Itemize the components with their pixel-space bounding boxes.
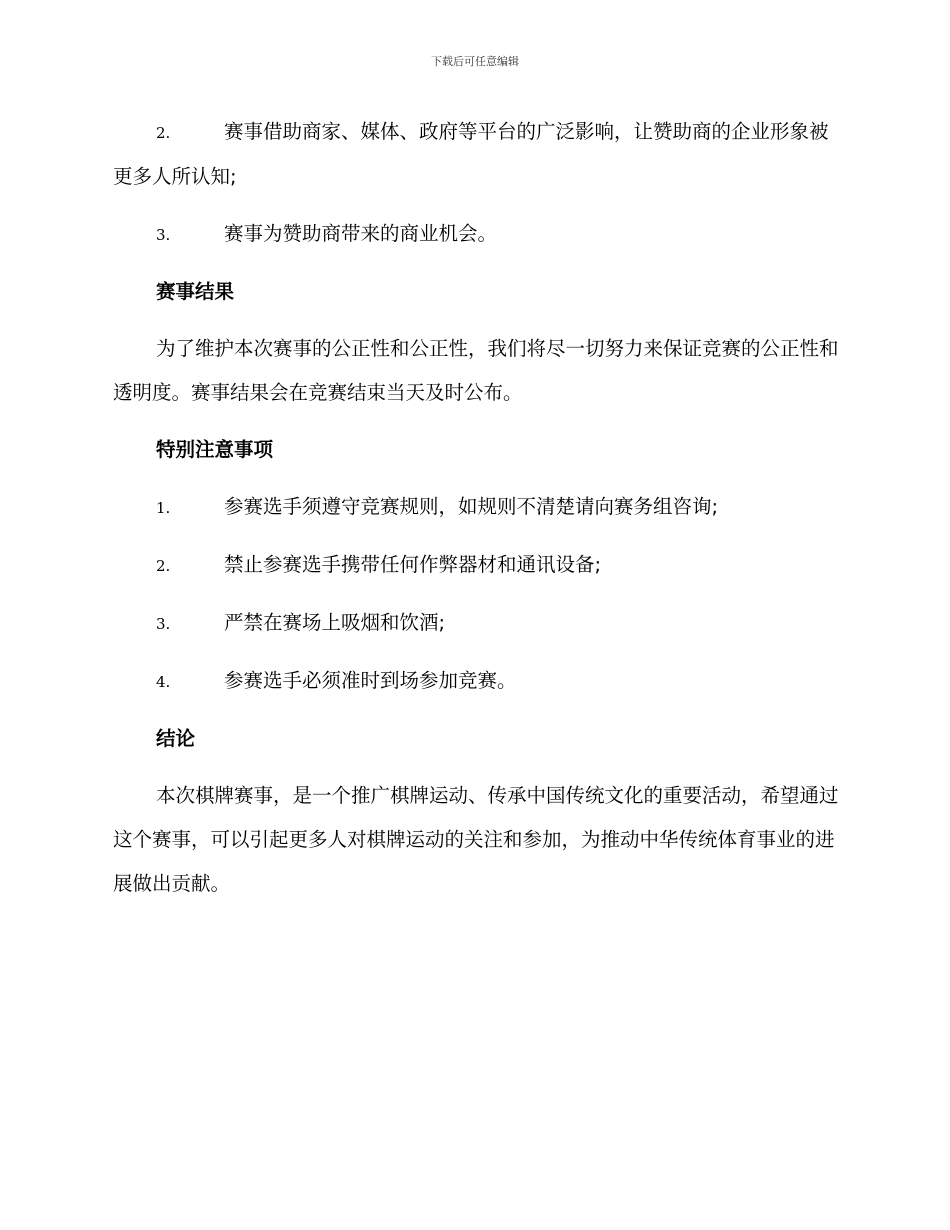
list-number: 4.	[156, 673, 171, 691]
section-heading-conclusion: 结论	[156, 727, 196, 750]
section-heading-results: 赛事结果	[156, 280, 235, 303]
results-paragraph: 为了维护本次赛事的公正性和公正性，我们将尽一切努力来保证竞赛的公正性和透明度。赛事结果会在竞赛结束当天及时公布。	[113, 337, 839, 404]
list-item	[113, 601, 843, 646]
list-item	[113, 212, 843, 257]
list-text: 禁止参赛选手携带任何作弊器材和通讯设备;	[224, 553, 602, 576]
list-text: 参赛选手须遵守竞赛规则，如规则不清楚请向赛务组咨询;	[224, 495, 719, 518]
list-text: 赛事借助商家、媒体、政府等平台的广泛影响，让赞助商的企业形象被更多人所认知;	[113, 120, 829, 188]
list-text: 赛事为赞助商带来的商业机会。	[224, 222, 498, 245]
list-text: 严禁在赛场上吸烟和饮酒;	[224, 611, 446, 634]
list-number: 3.	[156, 615, 171, 633]
list-text: 参赛选手必须准时到场参加竞赛。	[224, 669, 517, 692]
conclusion-paragraph: 本次棋牌赛事，是一个推广棋牌运动、传承中国传统文化的重要活动，希望通过这个赛事，可以引起更多人对棋牌运动的关注和参加，为推动中华传统体育事业的进展做出贡献。	[113, 784, 839, 895]
list-item	[113, 659, 843, 704]
list-item	[113, 543, 843, 588]
document-body	[113, 110, 843, 919]
list-number: 3.	[156, 226, 171, 244]
list-number: 2.	[156, 557, 171, 575]
list-number: 1.	[156, 499, 171, 517]
list-number: 2.	[156, 124, 171, 142]
header-note: 下载后可任意编辑	[431, 55, 519, 68]
section-heading-notes: 特别注意事项	[156, 438, 274, 461]
list-item	[113, 485, 843, 530]
list-item	[113, 110, 843, 199]
